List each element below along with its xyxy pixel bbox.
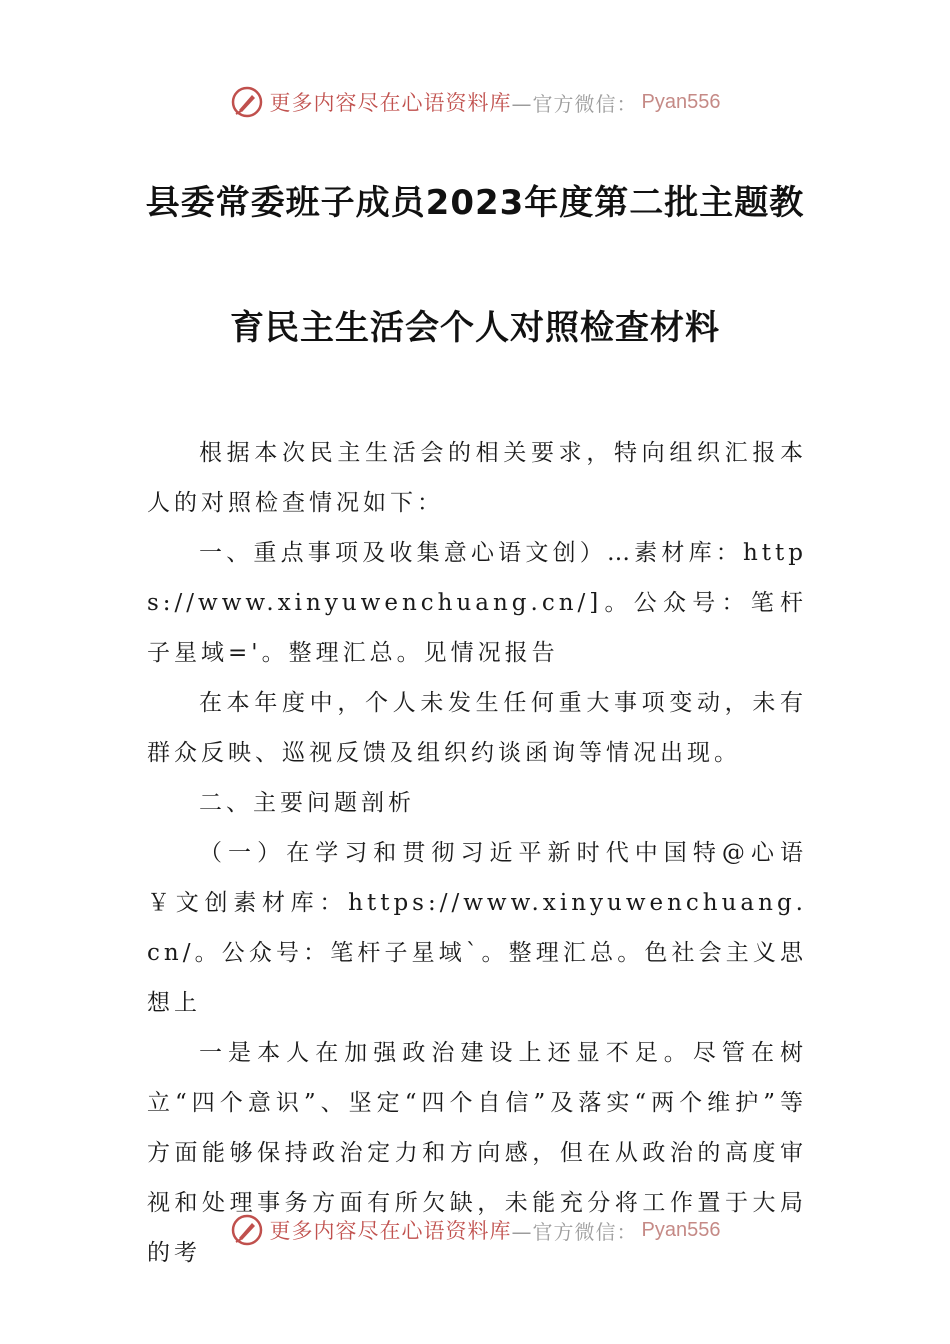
paragraph-point-1: 一是本人在加强政治建设上还显不足。尽管在树立“四个意识”、坚定“四个自信”及落实“两个维护”等方面能够保持政治定力和方向感，但在从政治的高度审视和处理事务方面有所欠缺，未能充分将工作置于大局的考 bbox=[147, 1040, 807, 1266]
paragraph-subsection-1: （一）在学习和贯彻习近平新时代中国特@心语￥文创素材库：https://www.xinyuwenchuang.cn/。公众号：笔杆子星域`。整理汇总。色社会主义思想上 bbox=[147, 840, 807, 1016]
paragraph-intro: 根据本次民主生活会的相关要求，特向组织汇报本人的对照检查情况如下： bbox=[147, 440, 807, 516]
pen-logo-icon bbox=[230, 1213, 264, 1247]
footer-watermark bbox=[0, 1210, 950, 1250]
paragraph-section-1: 一、重点事项及收集意心语文创）…素材库：https://www.xinyuwenchuang.cn/]。公众号：笔杆子星域='。整理汇总。见情况报告 bbox=[147, 540, 807, 666]
watermark-red-text: 更多内容尽在心语资料库 bbox=[269, 91, 512, 115]
document-title-line-2: 育民主生活会个人对照检查材料 bbox=[230, 308, 720, 348]
document-body bbox=[147, 428, 807, 1278]
watermark-gray-text: —官方微信： bbox=[511, 91, 638, 116]
watermark-red-text: 更多内容尽在心语资料库 bbox=[269, 1219, 512, 1243]
paragraph-section-2-heading: 二、主要问题剖析 bbox=[199, 790, 415, 816]
header-watermark bbox=[0, 82, 950, 122]
watermark-gray-text: —官方微信： bbox=[511, 1219, 638, 1244]
watermark-wechat-id: Pyan556 bbox=[641, 90, 721, 113]
watermark-wechat-id: Pyan556 bbox=[641, 1218, 721, 1241]
paragraph-no-major-change: 在本年度中，个人未发生任何重大事项变动，未有群众反映、巡视反馈及组织约谈函询等情况出现。 bbox=[147, 690, 807, 766]
document-title-line-1: 县委常委班子成员2023年度第二批主题教 bbox=[145, 183, 805, 223]
pen-logo-icon bbox=[230, 85, 264, 119]
